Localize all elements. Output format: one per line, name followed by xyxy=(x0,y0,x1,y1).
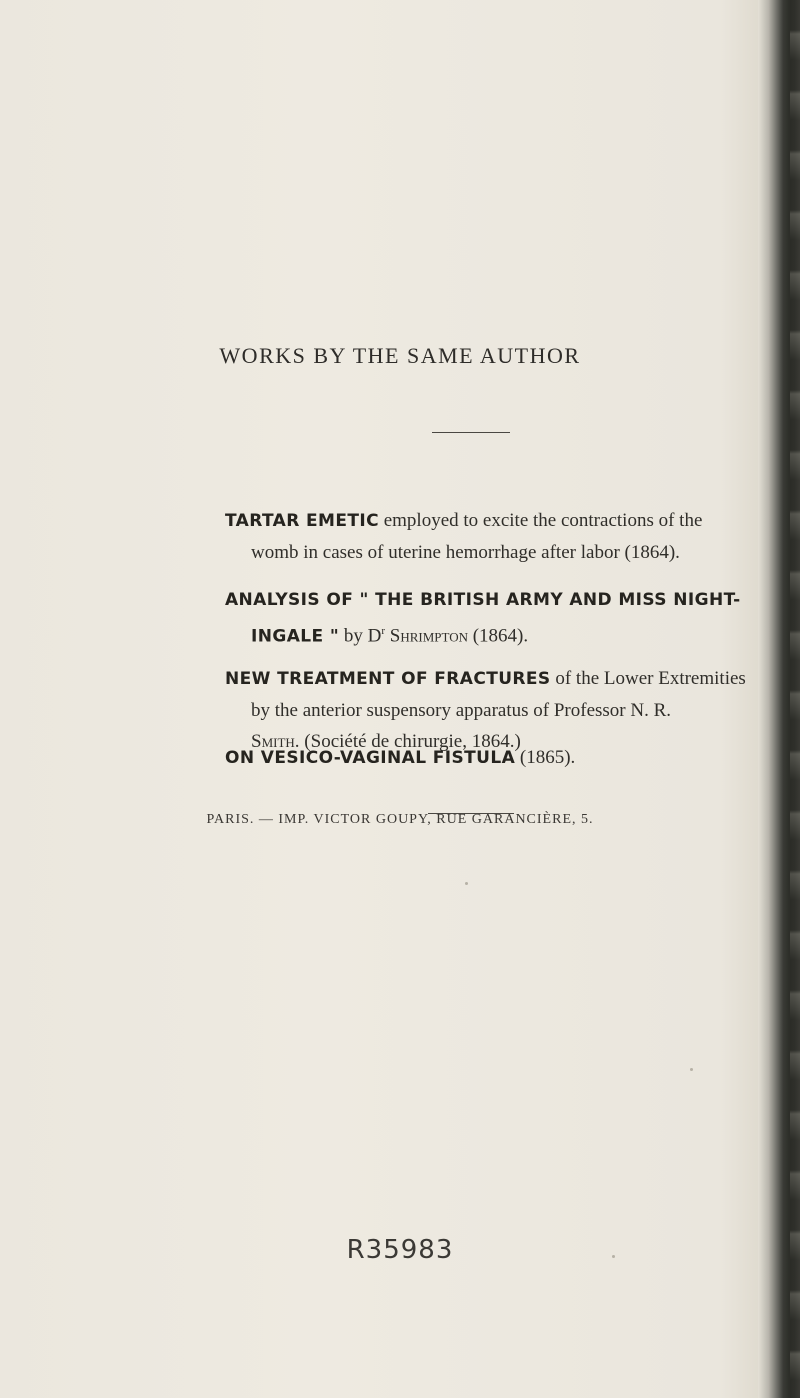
entry-text: (1864). xyxy=(467,625,529,647)
entry-text: (1865). xyxy=(515,747,576,768)
paper-speck xyxy=(690,1068,693,1071)
work-entry-vesico-vaginal xyxy=(225,742,765,774)
entry-line xyxy=(225,584,765,616)
entry-title: ANALYSIS OF " THE BRITISH ARMY AND MISS NIGHT- xyxy=(225,590,741,610)
author-name: Shrimpton xyxy=(389,625,468,647)
entry-line xyxy=(225,537,765,568)
entry-line xyxy=(225,505,765,537)
entry-title: INGALE " xyxy=(251,626,340,647)
entry-text: employed to excite the contractions of the xyxy=(378,510,703,531)
entry-text: by the anterior suspensory apparatus of Professor N. R. xyxy=(251,700,672,721)
paper-speck xyxy=(465,882,468,885)
entry-title: NEW TREATMENT OF FRACTURES xyxy=(225,669,551,689)
author-name: Smith. xyxy=(251,731,300,752)
binding-shadow xyxy=(790,0,800,1398)
work-entry-british-army-analysis xyxy=(225,584,765,652)
entry-title: ON VESICO-VAGINAL FISTULA xyxy=(225,748,516,768)
page-heading: WORKS BY THE SAME AUTHOR xyxy=(219,343,581,368)
divider-rule xyxy=(432,432,510,433)
entry-line xyxy=(225,663,765,695)
accession-number: R35983 xyxy=(346,1235,454,1265)
paper-speck xyxy=(612,1255,615,1258)
work-entry-tartar-emetic xyxy=(225,505,765,568)
entry-line xyxy=(225,695,765,726)
entry-text: (Société de chirurgie, 1864.) xyxy=(299,731,521,752)
entry-text: of the Lower Extremities xyxy=(550,668,746,689)
entry-line xyxy=(225,616,765,652)
show-through-text xyxy=(150,255,760,345)
entry-title: TARTAR EMETIC xyxy=(225,511,379,531)
entry-text: by D xyxy=(339,625,382,647)
entry-line xyxy=(225,742,765,774)
entry-text: womb in cases of uterine hemorrhage after labor (1864). xyxy=(251,542,680,563)
printer-imprint: PARIS. — IMP. VICTOR GOUPY, RUE GARANCIÈRE, 5. xyxy=(206,812,594,827)
superscript: r xyxy=(381,625,385,637)
